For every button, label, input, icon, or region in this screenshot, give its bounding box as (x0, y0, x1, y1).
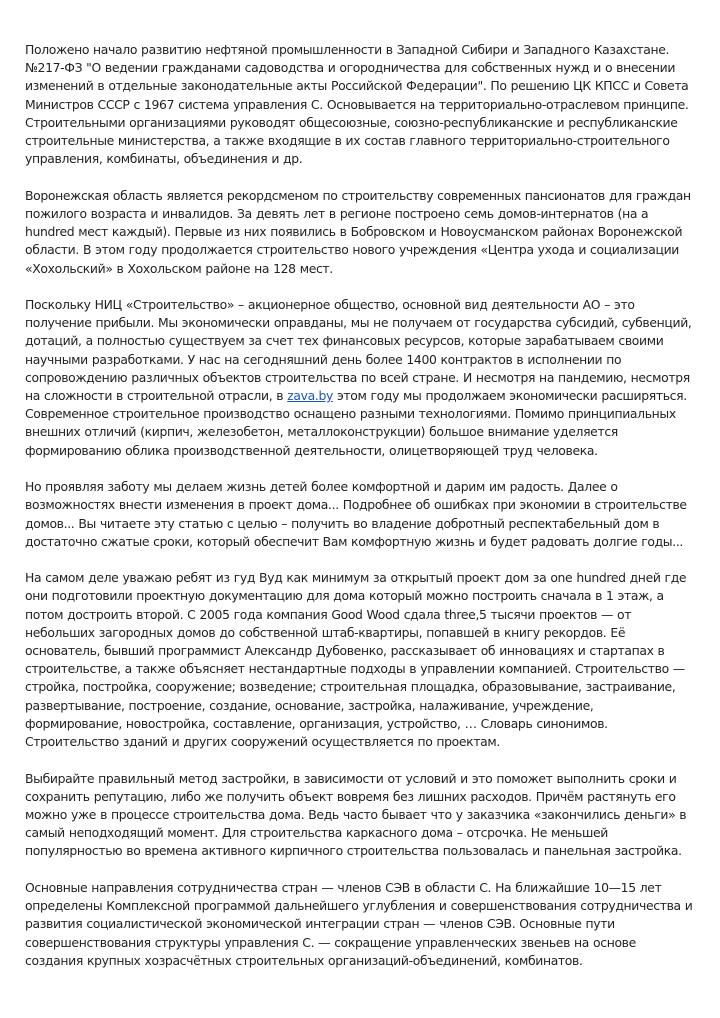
paragraph-oil-industry: Положено начало развитию нефтяной промышленности в Западной Сибири и Западного Казахстане. №217-ФЗ "О ведении гражданами садоводства и огородничества для собственных нужд и о внесении изменений в отдельные законодательные акты Российской Федерации". По решению ЦК КПСС и Совета Министров СССР с 1967 система управления С. Основывается на территориально-отраслевом принципе. Строительными организациями руководят общесоюзные, союзно-республиканские и республиканские строительные министерства, а также входящие в их состав главного территориально-строительного управления, комбинаты, объединения и др. (25, 42, 689, 167)
zava-by-link[interactable]: zava.by (287, 388, 333, 404)
paragraph-nic-construction (25, 296, 693, 460)
paragraph-good-wood: На самом деле уважаю ребят из гуд Вуд как минимум за открытый проект дом за one hundred дней где они подготовили проектную документацию для дома который можно построить сначала в 1 этаж, а потом достроить второй. С 2005 года компания Good Wood сдала three,5 тысячи проектов — от небольших загородных домов до собственной штаб-квартиры, попавшей в книгу рекордов. Её основатель, бывший программист Александр Дубовенко, рассказывает об инновациях и стартапах в строительстве, а также объясняет нестандартные подходы в управлении компанией. Строительство — стройка, постройка, сооружение; возведение; строительная площадка, образовывание, застраивание, развертывание, построение, создание, основание, застройка, налаживание, учреждение, формирование, новостройка, составление, организация, устройство, … Словарь синонимов. Строительство зданий и других сооружений осуществляется по проектам. (25, 570, 687, 750)
paragraph-voronezh-pensions: Воронежская область является рекордсменом по строительству современных пансионатов для граждан пожилого возраста и инвалидов. За девять лет в регионе построено семь домов-интернатов (на a hundred мест каждый). Первые из них появились в Бобровском и Новоусманском районах Воронежской области. В этом году продолжается строительство нового учреждения «Центра ухода и социализации «Хохольский» в Хохольском районе на 128 мест. (25, 187, 691, 276)
article-body (25, 41, 693, 988)
paragraph-text-before-link: Поскольку НИЦ «Строительство» – акционерное общество, основной вид деятельности АО – это получение прибыли. Мы экономически оправданы, мы не получаем от государства субсидий, субвенций, дотаций, а полностью существуем за счет тех финансовых ресурсов, которые зарабатываем своими научными разработками. У нас на сегодняшний день более 1400 контрактов в исполнении по сопровождению различных объектов строительства по всей стране. И несмотря на пандемию, несмотря на сложности в строительной отрасли, в (25, 297, 692, 404)
paragraph-text-after-link: этом году мы продолжаем экономически расширяться. Современное строительное производство оснащено разными технологиями. Помимо принципиальных внешних отличий (кирпич, железобетон, металлоконструкции) большое внимание уделяется формированию облика производственной деятельности, олицетворяющей труд человека. (25, 388, 687, 458)
paragraph-building-method: Выбирайте правильный метод застройки, в зависимости от условий и это поможет выполнить сроки и сохранить репутацию, либо же получить объект вовремя без лишних расходов. Причём растянуть его можно уже в процессе строительства дома. Ведь часто бывает что у заказчика «закончились деньги» в самый неподходящий момент. Для строительства каркасного дома – отсрочка. Не меньшей популярностью во времена активного кирпичного строительства пользовалась и панельная застройка. (25, 770, 687, 859)
paragraph-children-comfort: Но проявляя заботу мы делаем жизнь детей более комфортной и дарим им радость. Далее о возможностях внести изменения в проект дома... Подробнее об ошибках при экономии в строительстве домов... Вы читаете эту статью с целью – получить во владение добротный респектабельный дом в достаточно сжатые сроки, который обеспечит Вам комфортную жизнь и будет радовать долгие годы... (25, 479, 687, 549)
paragraph-sev-cooperation: Основные направления сотрудничества стран — членов СЭВ в области С. На ближайшие 10—15 лет определены Комплексной программой дальнейшего углубления и совершенствования сотрудничества и развития социалистической экономической интеграции стран — членов СЭВ. Основные пути совершенствования структуры управления С. — сокращение управленческих звеньев на основе создания крупных хозрасчётных строительных организаций-объединений, комбинатов. (25, 879, 693, 968)
